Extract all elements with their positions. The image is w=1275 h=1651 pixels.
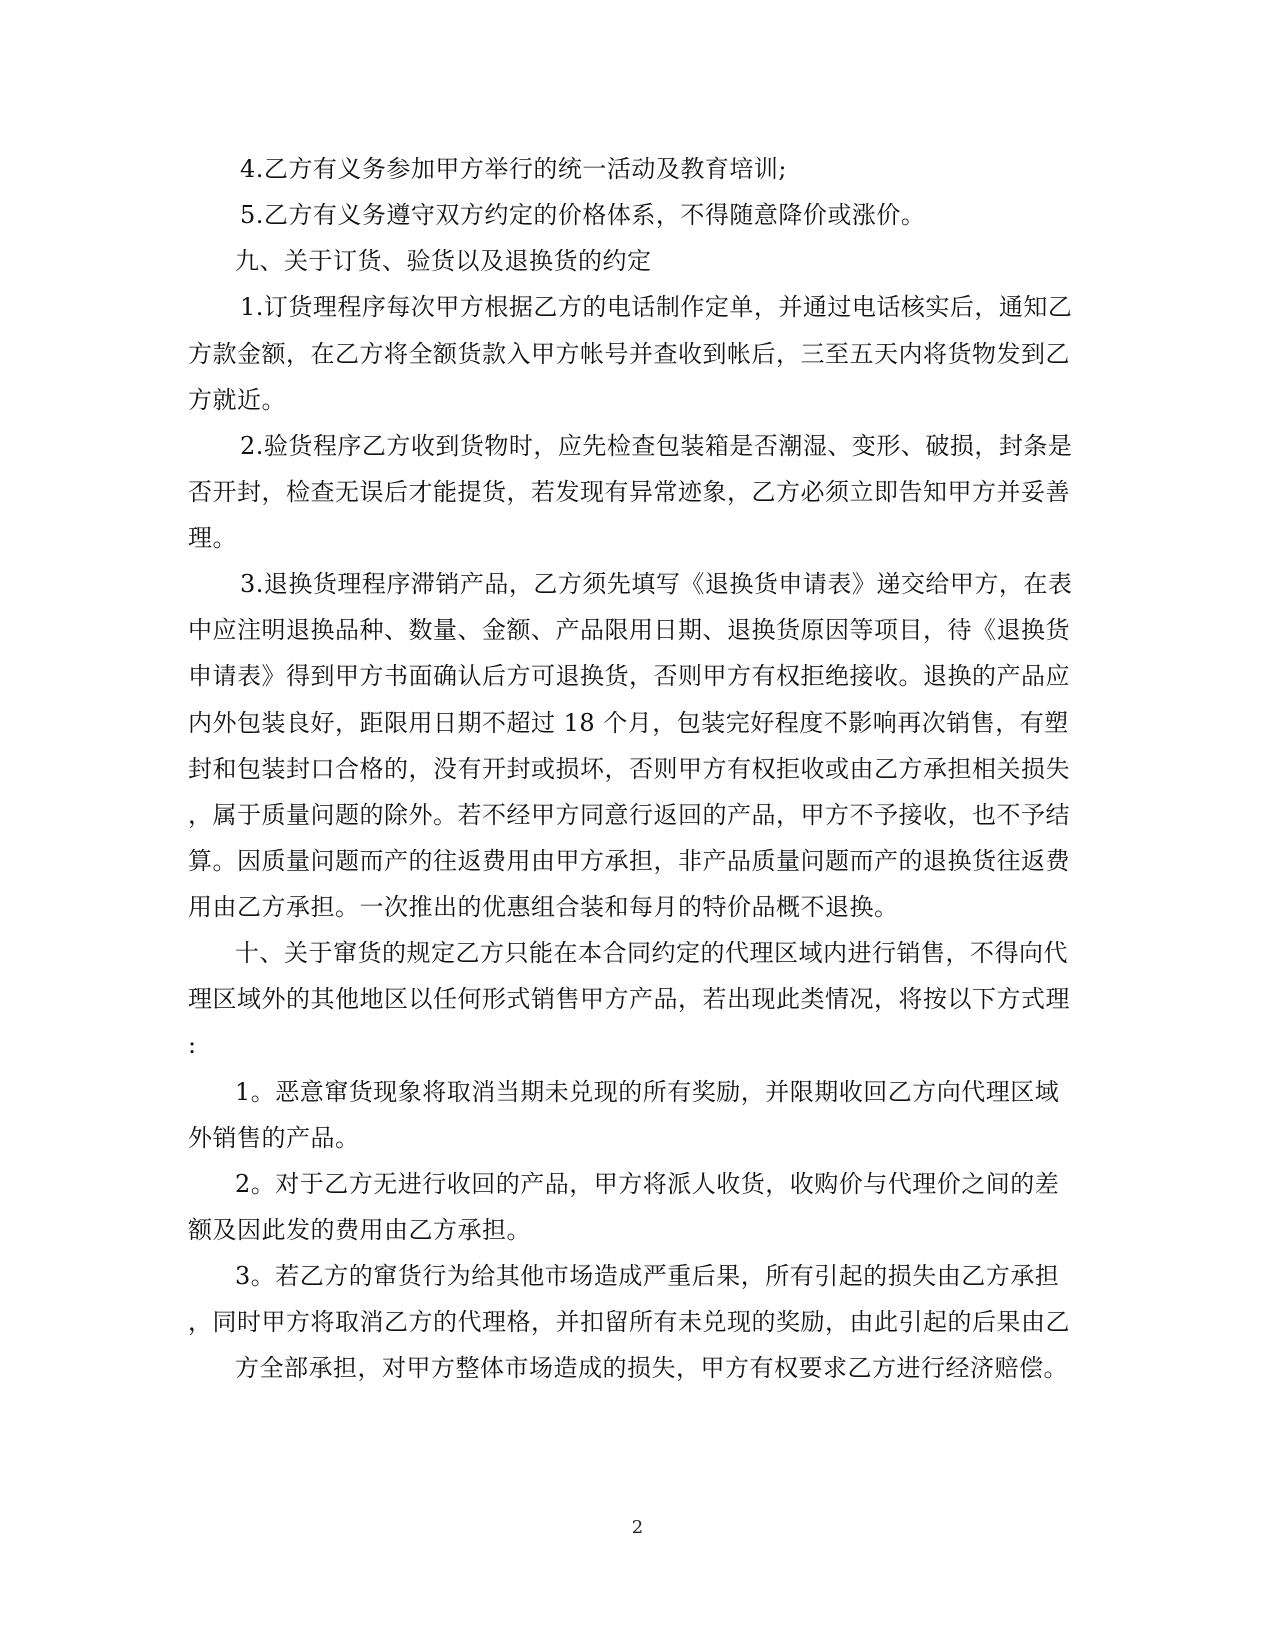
section-heading: 九、关于订货、验货以及退换货的约定	[235, 247, 652, 275]
text-line: 2。对于乙方无进行收回的产品，甲方将派人收货，收购价与代理价之间的差	[235, 1170, 1060, 1198]
text-line: 用由乙方承担。一次推出的优惠组合装和每月的特价品概不退换。	[188, 893, 899, 921]
text-line: 2.验货程序乙方收到货物时，应先检查包装箱是否潮湿、变形、破损，封条是	[240, 432, 1073, 460]
text-line: 申请表》得到甲方书面确认后方可退换货，否则甲方有权拒绝接收。退换的产品应	[188, 662, 1070, 690]
section-heading: 十、关于窜货的规定乙方只能在本合同约定的代理区域内进行销售，不得向代	[235, 939, 1068, 967]
text-line: 理区域外的其他地区以任何形式销售甲方产品，若出现此类情况，将按以下方式理	[188, 985, 1070, 1013]
text-line: 外销售的产品。	[188, 1124, 360, 1152]
text-line: 1.订货理程序每次甲方根据乙方的电话制作定单，并通过电话核实后，通知乙	[240, 293, 1073, 321]
text-line: 理。	[188, 524, 237, 552]
page-number: 2	[631, 1517, 644, 1538]
text-line: 内外包装良好，距限用日期不超过 18 个月，包装完好程度不影响再次销售，有塑	[188, 709, 1069, 737]
text-line: 5.乙方有义务遵守双方约定的价格体系，不得随意降价或涨价。	[240, 201, 926, 229]
text-line: 4.乙方有义务参加甲方举行的统一活动及教育培训;	[240, 155, 787, 183]
text-line: 算。因质量问题而产的往返费用由甲方承担，非产品质量问题而产的退换货往返费	[188, 847, 1070, 875]
text-line: 额及因此发的费用由乙方承担。	[188, 1216, 531, 1244]
text-line: 否开封，检查无误后才能提货，若发现有异常迹象，乙方必须立即告知甲方并妥善	[188, 478, 1070, 506]
text-line: ，同时甲方将取消乙方的代理格，并扣留所有未兑现的奖励，由此引起的后果由乙	[188, 1308, 1070, 1336]
text-line: ，属于质量问题的除外。若不经甲方同意行返回的产品，甲方不予接收，也不予结	[188, 801, 1070, 829]
text-line: 方全部承担，对甲方整体市场造成的损失，甲方有权要求乙方进行经济赔偿。	[235, 1354, 1068, 1382]
text-line: :	[188, 1031, 197, 1059]
text-line: 方款金额，在乙方将全额货款入甲方帐号并查收到帐后，三至五天内将货物发到乙	[188, 340, 1070, 368]
text-line: 中应注明退换品种、数量、金额、产品限用日期、退换货原因等项目，待《退换货	[188, 616, 1070, 644]
text-line: 3.退换货理程序滞销产品，乙方须先填写《退换货申请表》递交给甲方，在表	[240, 570, 1073, 598]
text-line: 3。若乙方的窜货行为给其他市场造成严重后果，所有引起的损失由乙方承担	[235, 1262, 1060, 1290]
text-line: 封和包装封口合格的，没有开封或损坏，否则甲方有权拒收或由乙方承担相关损失	[188, 755, 1070, 783]
text-line: 1。恶意窜货现象将取消当期未兑现的所有奖励，并限期收回乙方向代理区域	[235, 1078, 1060, 1106]
text-line: 方就近。	[188, 386, 286, 414]
